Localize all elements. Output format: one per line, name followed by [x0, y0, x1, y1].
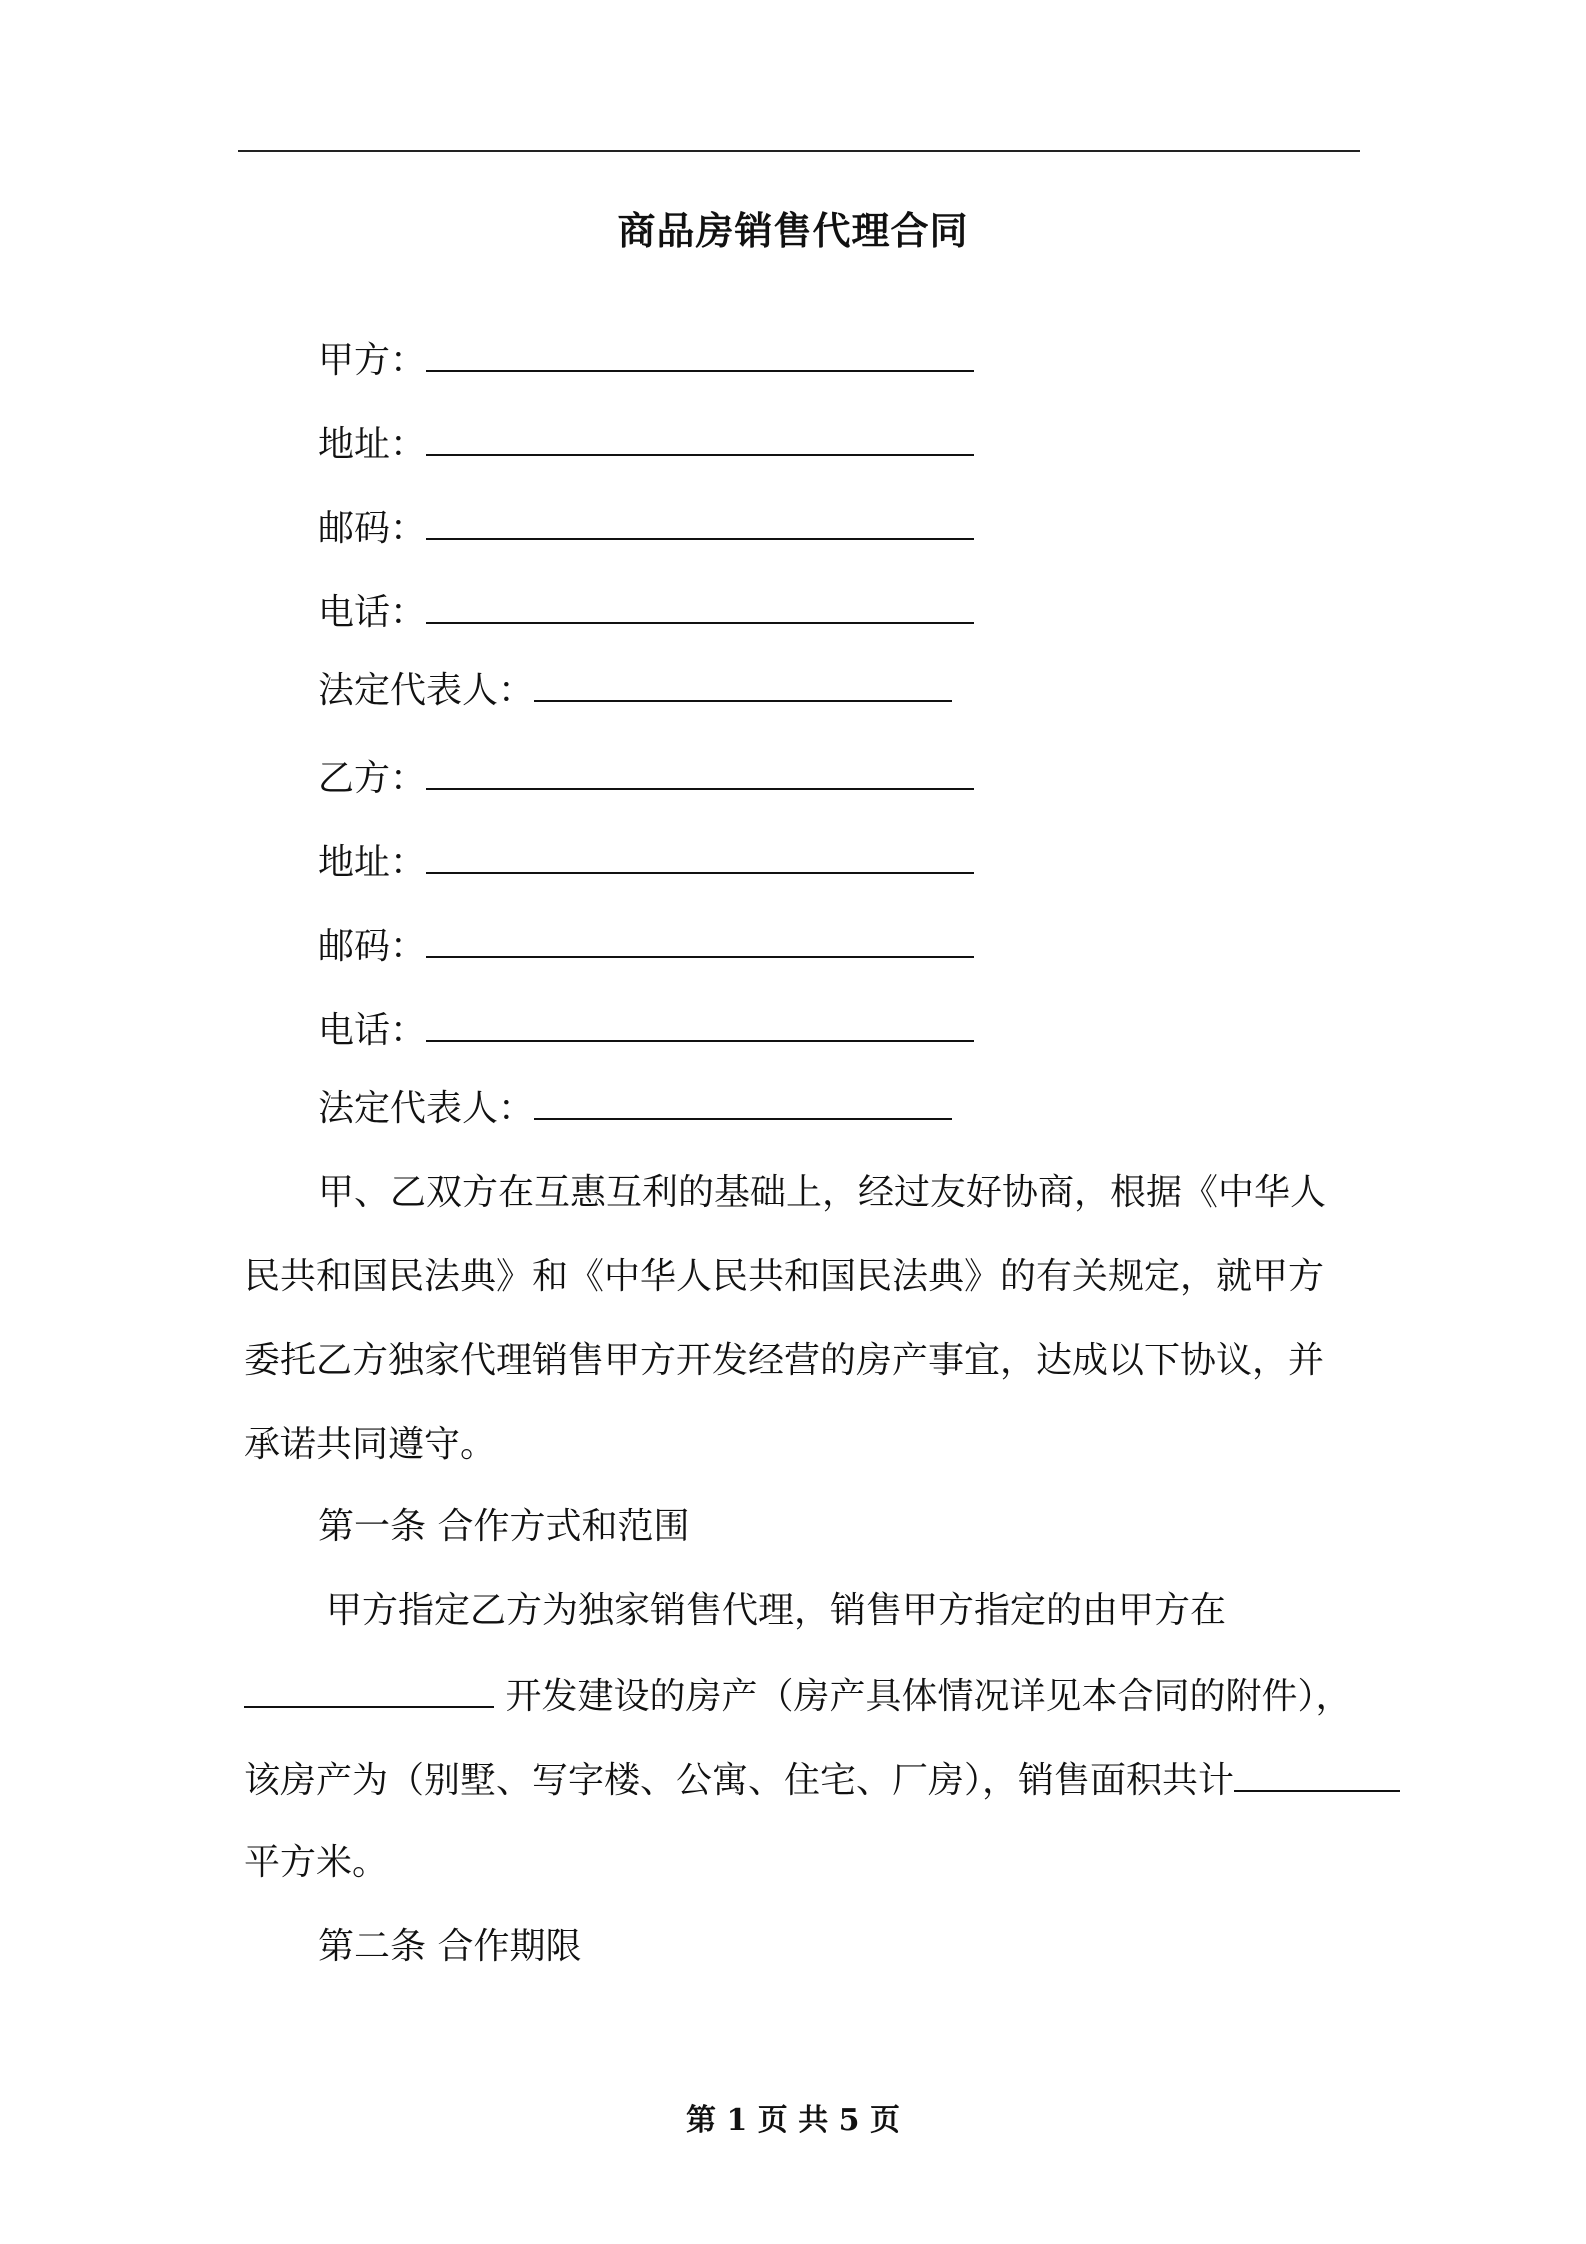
party-b-name-blank	[426, 752, 974, 790]
article-1-line: 平方米。	[244, 1842, 389, 1883]
preamble-line: 甲、乙双方在互惠互利的基础上，经过友好协商，根据《中华人	[318, 1172, 1327, 1213]
article-1-line: 甲方指定乙方为独家销售代理，销售甲方指定的由甲方在	[326, 1590, 1227, 1631]
preamble-line: 委托乙方独家代理销售甲方开发经营的房产事宜，达成以下协议，并	[244, 1340, 1325, 1381]
party-a-address-row	[318, 418, 974, 468]
article-1-line-text: 该房产为（别墅、写字楼、公寓、住宅、厂房），销售面积共计	[244, 1760, 1235, 1801]
party-a-address-blank	[426, 418, 974, 456]
article-1-line-text: 开发建设的房产（房产具体情况详见本合同的附件），	[494, 1676, 1352, 1717]
party-b-zip-blank	[426, 920, 974, 958]
party-b-rep-label: 法定代表人：	[318, 1088, 535, 1129]
article-1-line	[244, 1754, 1400, 1804]
party-a-phone-row	[318, 586, 974, 636]
party-a-zip-row	[318, 502, 974, 552]
party-a-phone-label: 电话：	[318, 592, 427, 633]
party-b-address-row	[318, 836, 974, 886]
preamble-line: 承诺共同遵守。	[244, 1424, 497, 1465]
party-b-zip-row	[318, 920, 974, 970]
party-a-name-row	[318, 334, 974, 384]
party-a-rep-blank	[534, 664, 952, 702]
document-title: 商品房销售代理合同	[617, 209, 969, 253]
party-b-name-label: 乙方：	[318, 758, 427, 799]
party-a-name-label: 甲方：	[318, 340, 427, 381]
page-footer: 第 1 页 共 5 页	[686, 2103, 900, 2138]
party-b-name-row	[318, 752, 974, 802]
article-1-line	[244, 1670, 1351, 1720]
party-a-rep-row	[318, 664, 952, 714]
article-2-heading: 第二条 合作期限	[318, 1926, 582, 1967]
party-a-zip-label: 邮码：	[318, 508, 427, 549]
party-a-phone-blank	[426, 586, 974, 624]
party-a-address-label: 地址：	[318, 424, 427, 465]
header-rule	[238, 150, 1360, 152]
party-b-phone-blank	[426, 1004, 974, 1042]
party-b-phone-label: 电话：	[318, 1010, 427, 1051]
party-b-phone-row	[318, 1004, 974, 1054]
party-b-rep-blank	[534, 1082, 952, 1120]
party-b-zip-label: 邮码：	[318, 926, 427, 967]
party-a-zip-blank	[426, 502, 974, 540]
party-b-rep-row	[318, 1082, 952, 1132]
preamble-line: 民共和国民法典》和《中华人民共和国民法典》的有关规定，就甲方	[244, 1256, 1325, 1297]
party-a-name-blank	[426, 334, 974, 372]
area-blank	[1234, 1754, 1400, 1792]
location-blank	[244, 1670, 494, 1708]
party-b-address-label: 地址：	[318, 842, 427, 883]
article-1-heading: 第一条 合作方式和范围	[318, 1506, 690, 1547]
party-a-rep-label: 法定代表人：	[318, 670, 535, 711]
party-b-address-blank	[426, 836, 974, 874]
